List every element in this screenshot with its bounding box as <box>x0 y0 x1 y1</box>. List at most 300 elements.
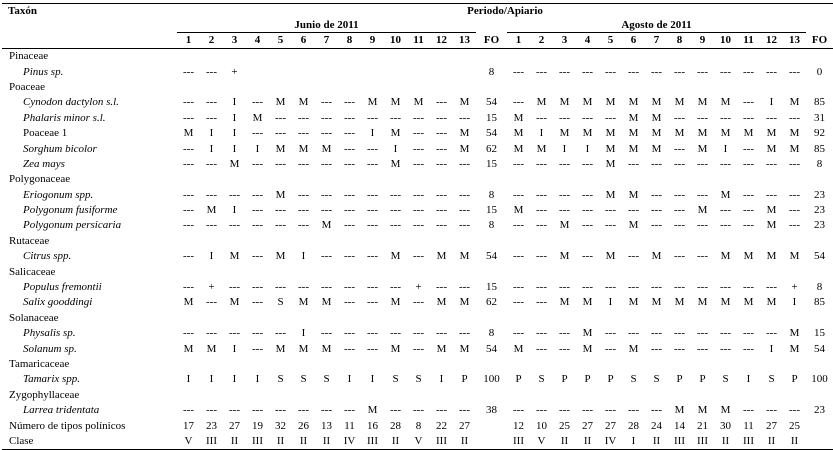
agosto-cell: --- <box>605 404 616 417</box>
agosto-cell: --- <box>789 188 800 201</box>
agosto-cell: --- <box>674 65 685 78</box>
agosto-cell: M <box>720 404 731 417</box>
junio-cell: 19 <box>252 419 263 432</box>
agosto-cell: M <box>628 342 639 355</box>
summary-label: Clase <box>2 434 177 450</box>
junio-cell: 17 <box>183 419 194 432</box>
junio-cell: + <box>208 281 215 294</box>
agosto-cell: --- <box>536 404 547 417</box>
agosto-cell: --- <box>743 342 754 355</box>
table-row <box>2 280 833 295</box>
junio-cell <box>292 64 315 79</box>
agosto-cell: --- <box>697 342 708 355</box>
taxon-name: Salix gooddingi <box>23 296 93 309</box>
junio-cell: M <box>321 142 332 155</box>
agosto-cell: P <box>584 373 591 386</box>
taxon-name: Polygonum persicaria <box>23 219 122 232</box>
junio-cell: M <box>275 342 286 355</box>
junio-cell: --- <box>367 219 378 232</box>
agosto-cell: --- <box>628 404 639 417</box>
agosto-cell: --- <box>536 327 547 340</box>
agosto-cell: M <box>789 342 800 355</box>
agosto-cell: M <box>789 96 800 109</box>
agosto-column-9: 9 <box>691 33 714 49</box>
agosto-cell: M <box>766 127 777 140</box>
agosto-cell: --- <box>674 111 685 124</box>
junio-header: Junio de 2011 <box>177 18 476 33</box>
table-row <box>2 326 833 341</box>
fo-agosto-cell: 31 <box>814 111 826 124</box>
agosto-cell: P <box>515 373 522 386</box>
junio-cell: --- <box>229 281 240 294</box>
junio-cell: --- <box>367 342 378 355</box>
agosto-cell: M <box>674 404 685 417</box>
agosto-cell: --- <box>582 404 593 417</box>
junio-cell: --- <box>206 219 217 232</box>
junio-cell: --- <box>344 127 355 140</box>
family-row <box>2 234 833 249</box>
agosto-cell: M <box>605 157 616 170</box>
agosto-cell: M <box>605 250 616 263</box>
junio-cell: --- <box>252 219 263 232</box>
agosto-cell: --- <box>536 281 547 294</box>
junio-cell: I <box>209 142 214 155</box>
junio-cell: I <box>209 373 214 386</box>
agosto-cell: I <box>622 434 645 450</box>
junio-cell: --- <box>183 404 194 417</box>
agosto-cell: --- <box>628 250 639 263</box>
junio-cell: M <box>459 142 470 155</box>
agosto-cell: M <box>674 127 685 140</box>
fo-junio-cell: 15 <box>486 204 497 217</box>
fo-agosto-cell: 85 <box>814 96 826 109</box>
junio-cell: --- <box>183 157 194 170</box>
agosto-cell: --- <box>789 111 800 124</box>
junio-cell: --- <box>298 281 309 294</box>
junio-cell: --- <box>275 404 286 417</box>
agosto-cell: II <box>645 434 668 450</box>
junio-cell: --- <box>413 342 424 355</box>
fo-junio-cell: 8 <box>488 327 495 340</box>
fo-agosto-cell: 54 <box>814 250 826 263</box>
agosto-cell: --- <box>720 281 731 294</box>
agosto-cell: M <box>697 127 708 140</box>
fo-agosto-cell: 23 <box>814 404 826 417</box>
agosto-cell: I <box>585 142 590 155</box>
fo-junio-cell: 54 <box>486 127 497 140</box>
taxon-name: Larrea tridentata <box>23 404 100 417</box>
agosto-column-3: 3 <box>553 33 576 49</box>
agosto-cell: --- <box>766 327 777 340</box>
taxon-name: Sorghum bicolor <box>23 142 97 155</box>
agosto-cell: IV <box>599 434 622 450</box>
agosto-cell: --- <box>513 188 524 201</box>
junio-cell: --- <box>344 342 355 355</box>
agosto-cell: 24 <box>651 419 662 432</box>
junio-cell: --- <box>183 65 194 78</box>
agosto-cell: --- <box>628 281 639 294</box>
junio-cell: I <box>232 111 237 124</box>
junio-cell: M <box>321 219 332 232</box>
junio-cell: S <box>300 373 307 386</box>
agosto-cell: --- <box>743 188 754 201</box>
agosto-cell: M <box>513 142 524 155</box>
agosto-cell: I <box>769 342 774 355</box>
junio-column-3: 3 <box>223 33 246 49</box>
junio-cell: --- <box>183 219 194 232</box>
agosto-cell: --- <box>743 157 754 170</box>
agosto-cell: --- <box>697 219 708 232</box>
agosto-cell: --- <box>513 404 524 417</box>
junio-cell: M <box>206 204 217 217</box>
junio-cell: M <box>390 296 401 309</box>
agosto-cell: --- <box>674 219 685 232</box>
agosto-cell: --- <box>674 204 685 217</box>
agosto-cell: --- <box>651 219 662 232</box>
agosto-cell: M <box>789 127 800 140</box>
fo-agosto-header: FO <box>806 33 833 49</box>
junio-cell: M <box>183 296 194 309</box>
junio-cell: --- <box>321 127 332 140</box>
agosto-cell: --- <box>766 65 777 78</box>
agosto-cell: --- <box>766 111 777 124</box>
junio-cell: M <box>252 111 263 124</box>
agosto-cell: --- <box>536 157 547 170</box>
junio-cell: --- <box>367 142 378 155</box>
agosto-cell: --- <box>513 281 524 294</box>
agosto-column-8: 8 <box>668 33 691 49</box>
taxon-name: Tamarix spp. <box>23 373 81 386</box>
junio-cell: --- <box>183 250 194 263</box>
agosto-cell: M <box>605 127 616 140</box>
agosto-cell: --- <box>743 327 754 340</box>
junio-cell: --- <box>252 327 263 340</box>
agosto-cell: --- <box>536 204 547 217</box>
junio-cell: --- <box>275 281 286 294</box>
agosto-cell: --- <box>559 327 570 340</box>
junio-cell: M <box>367 96 378 109</box>
family-row <box>2 172 833 187</box>
agosto-cell: --- <box>720 327 731 340</box>
agosto-cell: --- <box>743 111 754 124</box>
agosto-cell: --- <box>582 204 593 217</box>
agosto-cell: M <box>697 204 708 217</box>
agosto-cell: V <box>530 434 553 450</box>
agosto-cell: --- <box>743 142 754 155</box>
agosto-header: Agosto de 2011 <box>507 18 806 33</box>
agosto-cell: --- <box>513 219 524 232</box>
agosto-cell: --- <box>789 404 800 417</box>
periodo-apiario-header: Periodo/Apiario <box>177 4 833 19</box>
junio-cell: --- <box>321 157 332 170</box>
junio-cell: 11 <box>344 419 355 432</box>
agosto-cell: --- <box>697 65 708 78</box>
junio-cell: --- <box>367 250 378 263</box>
agosto-cell: 28 <box>628 419 639 432</box>
junio-cell: M <box>390 157 401 170</box>
fo-agosto-cell: 54 <box>814 342 826 355</box>
agosto-cell: M <box>674 96 685 109</box>
junio-cell: --- <box>390 111 401 124</box>
fo-junio-cell: 8 <box>488 65 495 78</box>
junio-cell: --- <box>459 111 470 124</box>
junio-cell: M <box>459 96 470 109</box>
agosto-cell: II <box>783 434 806 450</box>
junio-cell <box>338 64 361 79</box>
junio-cell: + <box>231 65 238 78</box>
junio-cell: --- <box>252 96 263 109</box>
agosto-cell: II <box>714 434 737 450</box>
junio-column-13: 13 <box>453 33 476 49</box>
junio-cell: --- <box>321 250 332 263</box>
agosto-cell: M <box>628 111 639 124</box>
agosto-cell: M <box>743 127 754 140</box>
junio-cell: M <box>390 96 401 109</box>
agosto-cell: --- <box>651 342 662 355</box>
agosto-cell: --- <box>605 65 616 78</box>
junio-cell: I <box>232 96 237 109</box>
junio-column-7: 7 <box>315 33 338 49</box>
agosto-cell: M <box>697 96 708 109</box>
agosto-cell: II <box>760 434 783 450</box>
agosto-cell: --- <box>789 157 800 170</box>
table-row <box>2 403 833 418</box>
fo-agosto-cell: 92 <box>814 127 826 140</box>
junio-cell: --- <box>344 281 355 294</box>
agosto-cell: M <box>559 296 570 309</box>
table-row <box>2 126 833 141</box>
junio-cell: --- <box>413 127 424 140</box>
agosto-cell: --- <box>536 250 547 263</box>
junio-cell: M <box>229 250 240 263</box>
junio-cell: 8 <box>415 419 422 432</box>
agosto-cell: --- <box>559 281 570 294</box>
junio-column-10: 10 <box>384 33 407 49</box>
junio-cell: M <box>298 142 309 155</box>
fo-junio-cell: 8 <box>488 188 495 201</box>
agosto-cell: M <box>651 142 662 155</box>
agosto-cell: M <box>651 96 662 109</box>
junio-cell: --- <box>183 142 194 155</box>
agosto-column-10: 10 <box>714 33 737 49</box>
agosto-cell: 14 <box>674 419 685 432</box>
junio-cell: --- <box>206 296 217 309</box>
agosto-cell: M <box>513 204 524 217</box>
junio-cell: M <box>298 296 309 309</box>
junio-column-11: 11 <box>407 33 430 49</box>
fo-junio-cell: 62 <box>486 142 497 155</box>
junio-cell: --- <box>206 404 217 417</box>
junio-cell: --- <box>298 404 309 417</box>
agosto-cell: 25 <box>559 419 570 432</box>
taxon-name: Phalaris minor s.l. <box>23 111 106 124</box>
junio-cell: M <box>459 127 470 140</box>
junio-cell: --- <box>344 157 355 170</box>
agosto-column-12: 12 <box>760 33 783 49</box>
junio-cell: V <box>407 434 430 450</box>
agosto-cell: --- <box>766 404 777 417</box>
agosto-cell: --- <box>582 281 593 294</box>
junio-cell: I <box>347 373 352 386</box>
junio-cell: M <box>183 127 194 140</box>
table-row <box>2 249 833 264</box>
agosto-column-2: 2 <box>530 33 553 49</box>
agosto-cell: III <box>668 434 691 450</box>
agosto-cell: --- <box>674 157 685 170</box>
agosto-cell: --- <box>720 219 731 232</box>
junio-cell: M <box>229 157 240 170</box>
agosto-cell: --- <box>559 188 570 201</box>
junio-cell: I <box>232 127 237 140</box>
agosto-cell: M <box>651 127 662 140</box>
junio-cell: M <box>298 342 309 355</box>
summary-row <box>2 418 833 433</box>
fo-agosto-cell: 85 <box>814 142 826 155</box>
fo-agosto-cell: 0 <box>816 65 823 78</box>
agosto-cell: 27 <box>766 419 777 432</box>
junio-cell: M <box>183 342 194 355</box>
agosto-cell: M <box>674 296 685 309</box>
agosto-cell: M <box>766 219 777 232</box>
junio-column-4: 4 <box>246 33 269 49</box>
table-row <box>2 372 833 387</box>
junio-cell: --- <box>275 157 286 170</box>
junio-cell: --- <box>298 127 309 140</box>
junio-cell: S <box>277 373 284 386</box>
agosto-cell: --- <box>743 219 754 232</box>
agosto-cell: --- <box>674 342 685 355</box>
agosto-cell: --- <box>582 250 593 263</box>
agosto-column-11: 11 <box>737 33 760 49</box>
agosto-cell: M <box>628 96 639 109</box>
agosto-cell: --- <box>743 281 754 294</box>
agosto-cell: --- <box>674 281 685 294</box>
junio-cell: --- <box>183 327 194 340</box>
junio-cell: 27 <box>459 419 470 432</box>
junio-cell: --- <box>459 219 470 232</box>
family-name: Polygonaceae <box>9 173 71 186</box>
junio-cell: III <box>430 434 453 450</box>
taxon-name: Populus fremontii <box>23 281 102 294</box>
junio-cell <box>384 64 407 79</box>
agosto-cell: 21 <box>697 419 708 432</box>
junio-cell: --- <box>252 342 263 355</box>
junio-cell: --- <box>275 204 286 217</box>
family-row <box>2 49 833 65</box>
junio-cell: --- <box>436 142 447 155</box>
agosto-cell: --- <box>582 111 593 124</box>
agosto-cell: M <box>536 96 547 109</box>
junio-cell: --- <box>275 327 286 340</box>
junio-cell: M <box>390 342 401 355</box>
junio-cell: --- <box>436 157 447 170</box>
agosto-cell: M <box>536 142 547 155</box>
junio-cell: M <box>436 296 447 309</box>
junio-cell: --- <box>275 111 286 124</box>
agosto-cell: M <box>789 250 800 263</box>
junio-cell: --- <box>252 250 263 263</box>
agosto-cell: M <box>789 142 800 155</box>
agosto-cell: M <box>697 404 708 417</box>
junio-cell: M <box>459 296 470 309</box>
junio-cell <box>407 64 430 79</box>
junio-cell: S <box>392 373 399 386</box>
junio-column-1: 1 <box>177 33 200 49</box>
junio-cell: M <box>298 96 309 109</box>
junio-cell: --- <box>321 204 332 217</box>
junio-cell: --- <box>459 204 470 217</box>
junio-cell: I <box>209 250 214 263</box>
agosto-cell: II <box>553 434 576 450</box>
agosto-cell: --- <box>628 204 639 217</box>
fo-junio-cell: 100 <box>483 373 500 386</box>
family-row <box>2 388 833 403</box>
junio-cell: M <box>459 250 470 263</box>
junio-cell: 28 <box>390 419 401 432</box>
agosto-cell: --- <box>605 219 616 232</box>
junio-cell <box>246 64 269 79</box>
junio-cell: S <box>323 373 330 386</box>
table-row <box>2 111 833 126</box>
junio-cell: --- <box>252 281 263 294</box>
fo-agosto-cell <box>806 434 833 450</box>
agosto-cell: --- <box>651 188 662 201</box>
fo-agosto-cell: 85 <box>814 296 826 309</box>
agosto-column-4: 4 <box>576 33 599 49</box>
agosto-cell: S <box>653 373 660 386</box>
agosto-cell: --- <box>743 96 754 109</box>
fo-agosto-cell: 23 <box>814 219 826 232</box>
fo-junio-cell: 15 <box>486 111 497 124</box>
junio-cell: M <box>275 96 286 109</box>
agosto-cell: --- <box>651 204 662 217</box>
fo-junio-cell: 15 <box>486 281 497 294</box>
family-name: Zygophyllaceae <box>9 388 80 401</box>
agosto-cell: M <box>582 296 593 309</box>
agosto-cell: I <box>746 373 751 386</box>
junio-cell: 26 <box>298 419 309 432</box>
table-row <box>2 64 833 79</box>
agosto-cell: --- <box>536 111 547 124</box>
junio-cell: --- <box>413 219 424 232</box>
junio-cell: S <box>277 296 284 309</box>
agosto-cell: --- <box>628 157 639 170</box>
junio-cell: --- <box>183 204 194 217</box>
junio-cell: M <box>390 250 401 263</box>
junio-cell: --- <box>298 188 309 201</box>
agosto-cell: M <box>743 250 754 263</box>
junio-cell: --- <box>344 96 355 109</box>
junio-cell: --- <box>252 296 263 309</box>
fo-agosto-cell: 8 <box>816 281 823 294</box>
agosto-column-1: 1 <box>507 33 530 49</box>
agosto-cell: --- <box>766 157 777 170</box>
junio-cell: --- <box>275 219 286 232</box>
agosto-cell: --- <box>513 250 524 263</box>
agosto-cell: + <box>791 281 798 294</box>
agosto-cell: M <box>559 219 570 232</box>
agosto-cell: --- <box>559 342 570 355</box>
agosto-cell: --- <box>674 250 685 263</box>
agosto-cell: S <box>538 373 545 386</box>
junio-cell: --- <box>413 204 424 217</box>
junio-cell: --- <box>183 96 194 109</box>
junio-cell: I <box>393 142 398 155</box>
agosto-cell: M <box>720 250 731 263</box>
junio-cell: --- <box>183 111 194 124</box>
junio-cell: --- <box>459 404 470 417</box>
agosto-cell: 25 <box>789 419 800 432</box>
